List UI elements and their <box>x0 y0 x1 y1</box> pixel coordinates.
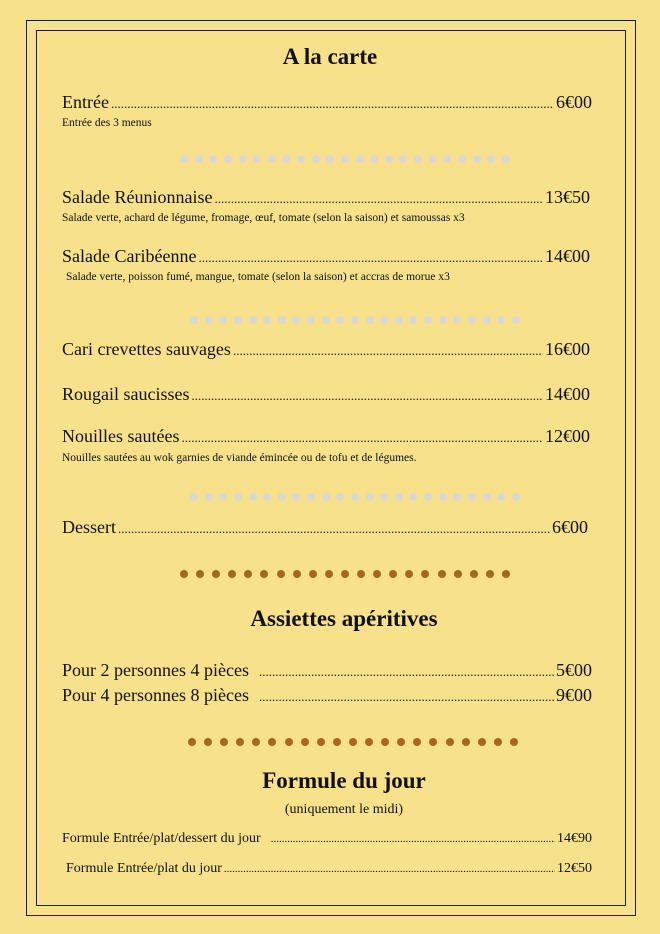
menu-item-dessert <box>62 517 588 538</box>
menu-item-salade-caribeenne <box>62 246 590 267</box>
item-price: 6€00 <box>552 517 588 537</box>
menu-item-salade-reunionnaise <box>62 187 590 208</box>
leader-dots <box>111 96 554 112</box>
item-price: 16€00 <box>545 339 590 359</box>
menu-item-cari-crevettes <box>62 339 590 360</box>
leader-dots <box>224 863 555 875</box>
menu-item-assiette-4 <box>62 685 592 706</box>
divider-grey-dots <box>190 493 520 501</box>
section-title-assiettes: Assiettes apéritives <box>250 606 438 631</box>
menu-item-assiette-2 <box>62 660 592 681</box>
leader-dots <box>233 343 543 359</box>
item-description: Salade verte, achard de légume, fromage, œuf, tomate (selon la saison) et samoussas x3 <box>62 212 465 224</box>
menu-item-formule-2 <box>66 861 592 877</box>
leader-dots <box>214 191 543 207</box>
divider-grey-dots <box>190 316 520 324</box>
item-description: Salade verte, poisson fumé, mangue, tomate (selon la saison) et accras de morue x3 <box>66 271 450 283</box>
item-price: 6€00 <box>556 92 592 112</box>
divider-brown-dots <box>188 738 518 746</box>
item-name: Pour 4 personnes 8 pièces <box>62 685 249 705</box>
item-price: 12€00 <box>545 426 590 446</box>
item-name: Nouilles sautées <box>62 426 180 446</box>
menu-item-formule-1 <box>62 831 592 847</box>
item-price: 9€00 <box>556 685 592 705</box>
menu-item-entree <box>62 92 592 113</box>
item-price: 14€90 <box>557 831 592 846</box>
item-price: 5€00 <box>556 660 592 680</box>
menu-item-nouilles <box>62 426 590 447</box>
leader-dots <box>118 521 550 537</box>
item-price: 14€00 <box>545 384 590 404</box>
leader-dots <box>259 664 554 680</box>
item-name: Cari crevettes sauvages <box>62 339 231 359</box>
item-price: 14€00 <box>545 246 590 266</box>
item-name: Rougail saucisses <box>62 384 190 404</box>
divider-grey-dots <box>180 155 510 163</box>
leader-dots <box>259 689 554 705</box>
item-name: Formule Entrée/plat/dessert du jour <box>62 831 261 846</box>
menu-item-rougail <box>62 384 590 405</box>
item-price: 13€50 <box>545 187 590 207</box>
item-name: Salade Réunionnaise <box>62 187 213 207</box>
leader-dots <box>271 833 555 845</box>
section-title-carte: A la carte <box>282 44 378 69</box>
item-description: Nouilles sautées au wok garnies de viande émincée ou de tofu et de légumes. <box>62 452 417 464</box>
leader-dots <box>198 250 543 266</box>
item-name: Salade Caribéenne <box>62 246 197 266</box>
item-description: Entrée des 3 menus <box>62 117 152 129</box>
leader-dots <box>181 430 543 446</box>
item-name: Formule Entrée/plat du jour <box>66 861 222 876</box>
item-name: Entrée <box>62 92 109 112</box>
leader-dots <box>192 388 544 404</box>
item-name: Pour 2 personnes 4 pièces <box>62 660 249 680</box>
divider-brown-dots <box>180 570 510 578</box>
item-price: 12€50 <box>557 861 592 876</box>
section-title-formule: Formule du jour <box>262 768 426 793</box>
item-name: Dessert <box>62 517 116 537</box>
section-subtitle-formule: (uniquement le midi) <box>284 802 404 817</box>
